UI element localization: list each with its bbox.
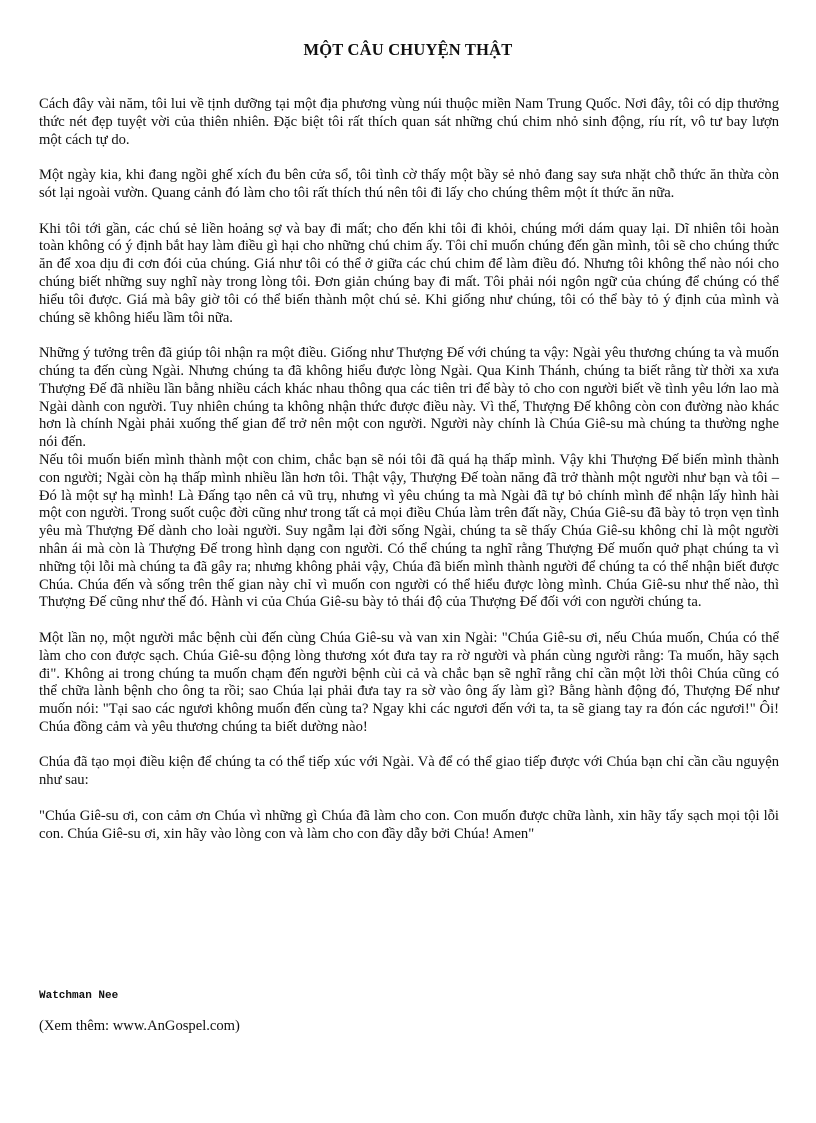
- paragraph-sparrows: Một ngày kia, khi đang ngồi ghế xích đu bên cửa sổ, tôi tình cờ thấy một bầy sẻ nhỏ đang say sưa nhặt chỗ thức ăn thừa còn sót lại ngoài vườn. Quang cảnh đó làm cho tôi rất thích thú nên tôi đi lấy cho chúng thêm một ít thức ăn nữa.: [39, 167, 779, 201]
- paragraph-approach: Khi tôi tới gần, các chú sẻ liền hoảng sợ và bay đi mất; cho đến khi tôi đi khỏi, chúng mới dám quay lại. Dĩ nhiên tôi hoàn toàn không có ý định bắt hay làm điều gì hại cho những chú chim ấy. Tôi chỉ muốn chúng đến gần mình, tôi sẽ cho chúng thức ăn để xoa dịu đi cơn đói của chúng. Giá như tôi có thể ở giữa các chú chim để làm điều đó. Nhưng tôi không thể nào nói cho chúng biết những suy nghĩ này trong lòng tôi. Đơn giản chúng bay đi mất. Tôi phải nói ngôn ngữ của chúng để chúng có thể hiểu tôi được. Giá mà bây giờ tôi có thể biến thành một chú sẻ. Khi giống như chúng, tôi có thể bày tỏ ý định của mình và chúng sẽ không hiểu lầm tôi nữa.: [39, 220, 779, 326]
- paragraph-intro: Cách đây vài năm, tôi lui về tịnh dưỡng tại một địa phương vùng núi thuộc miền Nam Trung Quốc. Nơi đây, tôi có dịp thưởng thức nét đẹp tuyệt vời của thiên nhiên. Đặc biệt tôi rất thích quan sát những chú chim nhỏ sinh động, ríu rít, vô tư bay lượn một cách tự do.: [39, 96, 779, 148]
- paragraph-prayer-intro: Chúa đã tạo mọi điều kiện để chúng ta có thể tiếp xúc với Ngài. Và để có thể giao tiếp được với Chúa bạn chỉ cần cầu nguyện như sau:: [39, 754, 779, 789]
- author-name: Watchman Nee: [39, 990, 119, 1002]
- article-body: [39, 96, 779, 861]
- paragraph-prayer: "Chúa Giê-su ơi, con cảm ơn Chúa vì những gì Chúa đã làm cho con. Con muốn được chữa lành, xin hãy tẩy sạch mọi tội lỗi con. Chúa Giê-su ơi, xin hãy vào lòng con và làm cho con đầy dẫy bởi Chúa! Amen": [39, 807, 779, 842]
- page-title: MỘT CÂU CHUYỆN THẬT: [303, 40, 513, 59]
- paragraph-humility: Nếu tôi muốn biến mình thành một con chim, chắc bạn sẽ nói tôi đã quá hạ thấp mình. Vậy khi Thượng Đế biến mình thành con người; Ngài còn hạ thấp mình nhiều lần hơn tôi. Thật vậy, Thượng Đế toàn năng đã trở thành một người như bạn và tôi – Đó là một sự hạ mình! Là Đấng tạo nên cả vũ trụ, nhưng vì yêu chúng ta mà Ngài đã tự bỏ chính mình để nhận lấy hình hài một con người. Trong suốt cuộc đời cũng như trong tất cả mọi điều Chúa làm trên đất nầy, Chúa Giê-su đã bày tỏ trọn vẹn tình yêu mà Thượng Đế dành cho loài người. Suy ngẫm lại đời sống Ngài, chúng ta sẽ thấy Chúa Giê-su không chỉ là một người nhân ái mà còn là Thượng Đế trong hình dạng con người. Có thể chúng ta nghĩ rằng Thượng Đế muốn quở phạt chúng ta vì những tội lỗi mà chúng ta đã gây ra; nhưng không phải vậy, Chúa đã biến mình thành người để chúng ta có thể nhận biết được Chúa. Chúa đến và sống trên thế gian này chỉ vì muốn con người có thể hiểu được lòng mình. Chúa Giê-su như thế nào, thì Thượng Đế cũng như thế đó. Hành vi của Chúa Giê-su bày tỏ thái độ của Thượng Đế đối với con người chúng ta.: [39, 451, 779, 611]
- reference-link: (Xem thêm: www.AnGospel.com): [39, 1018, 240, 1034]
- paragraph-realization: Những ý tưởng trên đã giúp tôi nhận ra một điều. Giống như Thượng Đế với chúng ta vậy: Ngài yêu thương chúng ta và muốn chúng ta đến cùng Ngài. Nhưng chúng ta đã không hiểu được lòng Ngài. Qua Kinh Thánh, chúng ta biết rằng từ thời xa xưa Thượng Đế đã nhiều lần bằng nhiều cách khác nhau thông qua các tiên tri để bày tỏ cho con người biết về tình yêu lớn lao mà Ngài dành con người. Tuy nhiên chúng ta không nhận thức được điều này. Vì thế, Thượng Đế không còn con đường nào khác hơn là chính Ngài phải xuống thế gian để trở nên một con người. Người này chính là Chúa Giê-su mà chúng ta thường nghe nói đến.: [39, 345, 779, 451]
- paragraph-leper: Một lần nọ, một người mắc bệnh cùi đến cùng Chúa Giê-su và van xin Ngài: "Chúa Giê-su ơi, nếu Chúa muốn, Chúa có thể làm cho con được sạch. Chúa Giê-su động lòng thương xót đưa tay ra rờ người và phán cùng người rằng: Ta muốn, hãy sạch đi". Không ai trong chúng ta muốn chạm đến người bệnh cùi cả và chắc bạn sẽ nghĩ rằng chỉ cần một lời thôi Chúa cũng có thể chữa lành bệnh cho ông ta rồi; sao Chúa lại phải đưa tay ra sờ vào ông ấy làm gì? Bằng hành động đó, Thượng Đế như muốn nói: "Tại sao các ngươi không muốn đến cùng ta? Ngay khi các ngươi đến với ta, ta sẽ giang tay ra đón các ngươi!" Ôi! Chúa đồng cảm và yêu thương chúng ta biết dường nào!: [39, 629, 779, 735]
